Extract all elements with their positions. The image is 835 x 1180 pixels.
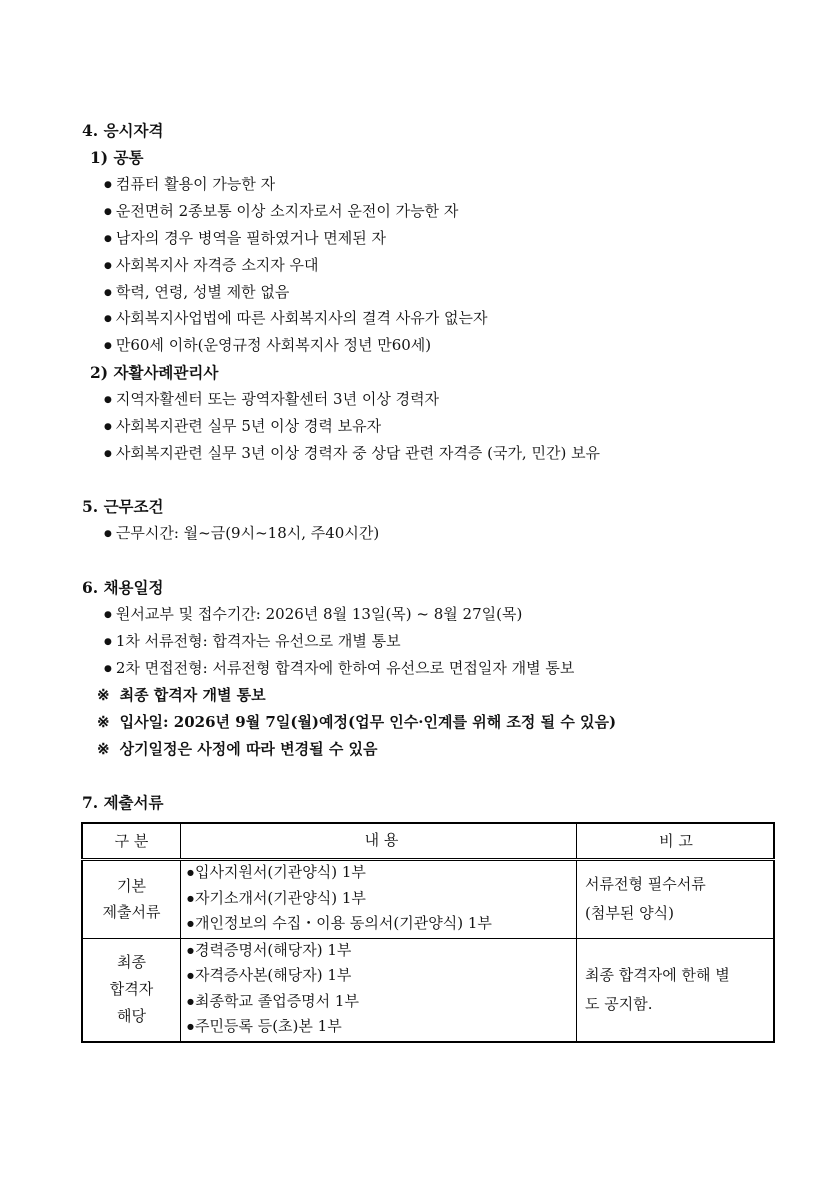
- document-item: ● 경력증명서(해당자) 1부: [187, 939, 576, 965]
- category-cell: [82, 860, 181, 939]
- documents-table: [81, 822, 775, 1043]
- list-item: ● 학력, 연령, 성별 제한 없음: [104, 281, 289, 302]
- category-line: 기본: [117, 877, 146, 896]
- note-line: 도 공지함.: [585, 994, 653, 1013]
- list-item: ● 남자의 경우 병역을 필하였거나 면제된 자: [104, 227, 386, 248]
- document-item: ● 자격증사본(해당자) 1부: [187, 964, 576, 990]
- document-item: ● 개인정보의 수집・이용 동의서(기관양식) 1부: [187, 912, 576, 938]
- content-cell: [181, 860, 577, 939]
- note-line: (첨부된 양식): [585, 904, 674, 923]
- list-item: ● 원서교부 및 접수기간: 2026년 8월 13일(목) ~ 8월 27일(목): [104, 603, 522, 624]
- schedule-note: [97, 711, 616, 732]
- note-mark: ※: [97, 713, 110, 731]
- list-item: ● 1차 서류전형: 합격자는 유선으로 개별 통보: [104, 630, 401, 651]
- table-row: [82, 938, 774, 1042]
- list-item: ● 지역자활센터 또는 광역자활센터 3년 이상 경력자: [104, 388, 439, 409]
- document-item: ● 입사지원서(기관양식) 1부: [187, 861, 576, 887]
- list-item: ● 사회복지사업법에 따른 사회복지사의 결격 사유가 없는자: [104, 307, 487, 328]
- document-item: ● 자기소개서(기관양식) 1부: [187, 887, 576, 913]
- list-item: ● 사회복지사 자격증 소지자 우대: [104, 254, 319, 275]
- schedule-note: [97, 738, 378, 759]
- table-row: [82, 860, 774, 939]
- column-header-content: 내 용: [181, 823, 577, 860]
- note-cell: [577, 938, 775, 1042]
- note-cell: [577, 860, 775, 939]
- section-title-documents: 7. 제출서류: [82, 793, 164, 812]
- document-item: ● 주민등록 등(초)본 1부: [187, 1015, 576, 1041]
- category-line: 합격자: [109, 980, 154, 998]
- note-text: 입사일: 2026년 9월 7일(월)예정(업무 인수·인계를 위해 조정 될 수 있음): [119, 713, 617, 731]
- list-item: ● 운전면허 2종보통 이상 소지자로서 운전이 가능한 자: [104, 200, 458, 221]
- table-header-row: [82, 823, 774, 860]
- note-mark: ※: [97, 740, 110, 758]
- section-title-conditions: 5. 근무조건: [82, 497, 164, 516]
- note-mark: ※: [97, 686, 110, 704]
- note-text: 상기일정은 사정에 따라 변경될 수 있음: [119, 740, 378, 758]
- list-item: ● 컴퓨터 활용이 가능한 자: [104, 173, 275, 194]
- list-item: ● 근무시간: 월~금(9시~18시, 주40시간): [104, 522, 379, 543]
- category-line: 제출서류: [102, 903, 161, 922]
- schedule-note: [97, 684, 266, 705]
- category-line: 최종: [117, 953, 146, 971]
- note-line: 서류전형 필수서류: [585, 875, 706, 894]
- section-title-schedule: 6. 채용일정: [82, 578, 164, 597]
- subsection-title-common: 1) 공통: [90, 148, 144, 167]
- list-item: ● 만60세 이하(운영규정 사회복지사 정년 만60세): [104, 334, 431, 355]
- category-line: 해당: [117, 1007, 146, 1025]
- document-item: ● 최종학교 졸업증명서 1부: [187, 990, 576, 1016]
- list-item: ● 사회복지관련 실무 5년 이상 경력 보유자: [104, 415, 381, 436]
- column-header-category: 구 분: [82, 823, 181, 860]
- column-header-note: 비 고: [577, 823, 775, 860]
- content-cell: [181, 938, 577, 1042]
- list-item: ● 사회복지관련 실무 3년 이상 경력자 중 상담 관련 자격증 (국가, 민간) 보유: [104, 442, 600, 463]
- section-title-qualification: 4. 응시자격: [82, 121, 164, 140]
- category-cell: [82, 938, 181, 1042]
- subsection-title-case-manager: 2) 자활사례관리사: [90, 363, 219, 382]
- note-line: 최종 합격자에 한해 별: [585, 965, 730, 984]
- list-item: ● 2차 면접전형: 서류전형 합격자에 한하여 유선으로 면접일자 개별 통보: [104, 657, 574, 678]
- note-text: 최종 합격자 개별 통보: [119, 686, 266, 704]
